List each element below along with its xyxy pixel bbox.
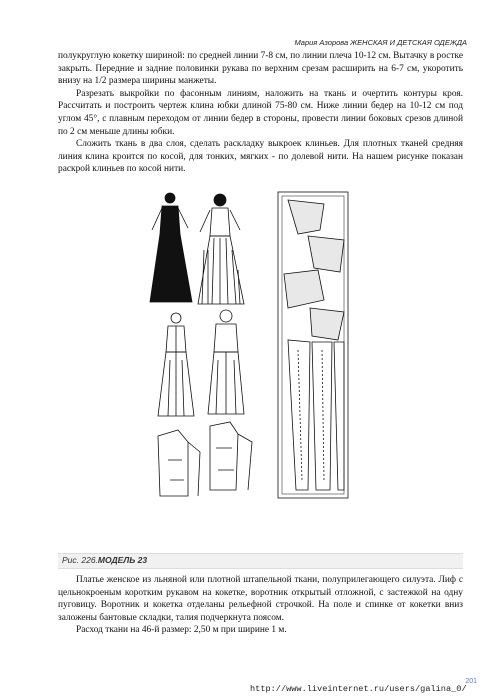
text-block-top	[58, 50, 463, 176]
pattern-pieces-small	[158, 422, 252, 496]
page-number: 201	[465, 678, 477, 685]
running-header: Мария Азорова ЖЕНСКАЯ И ДЕТСКАЯ ОДЕЖДА	[294, 38, 467, 47]
paragraph: Сложить ткань в два слоя, сделать раскладку выкроек клиньев. Для плотных тканей средняя линия клина кроится по косой, для тонких, мягких - по долевой нити. На нашем рисунке показан раскрой клиньев по косой нити.	[58, 139, 463, 175]
footer-url[interactable]: http://www.liveinternet.ru/users/galina_0/	[250, 684, 467, 694]
text-block-bottom	[58, 574, 463, 637]
figure-caption	[62, 555, 147, 565]
paragraph: Расход ткани на 46-й размер: 2,50 м при ширине 1 м.	[76, 625, 287, 636]
paragraph: Платье женское из льняной или плотной штапельной ткани, полуприлегающего силуэта. Лиф с цельнокроеным коротким рукавом на кокетке, воротник открытый отложной, с застежкой на одну пуговицу. Воротник и кокетка отделаны рельефной строчкой. На поле и спинке от кокетки вниз заложены бантовые складки, талия подчеркнута поясом.	[58, 575, 463, 623]
paragraph: полукруглую кокетку шириной: по средней линии 7-8 см, по линии плеча 10-12 см. Вытачку в ростке закрыть. Передние и задние половинки рукава по верхним срезам расширить на 6-7 см, укоротить внизу на 1/2 размера ширины манжеты.	[58, 51, 464, 87]
figure-caption-bar	[58, 553, 463, 569]
fashion-figure-dark	[150, 193, 192, 302]
fashion-figure-back	[208, 310, 244, 414]
fashion-figure-front	[158, 313, 194, 416]
fabric-layout	[278, 192, 348, 498]
caption-prefix: Рис. 226.	[62, 555, 98, 565]
paragraph: Разрезать выкройки по фасонным линиям, наложить на ткань и очертить контуры кроя. Рассчитать и построить чертеж клина юбки длиной 75-80 см. Ниже линии бедер на 10-12 см под углом 45°, с плавным переходом от линии бедер в стороны, провести линии боковых срезов длиной по 2 см меньше длины юбки.	[58, 88, 463, 137]
caption-model: МОДЕЛЬ 23	[97, 555, 148, 565]
fashion-figure-pleated	[198, 194, 244, 304]
pattern-illustration	[148, 190, 356, 500]
